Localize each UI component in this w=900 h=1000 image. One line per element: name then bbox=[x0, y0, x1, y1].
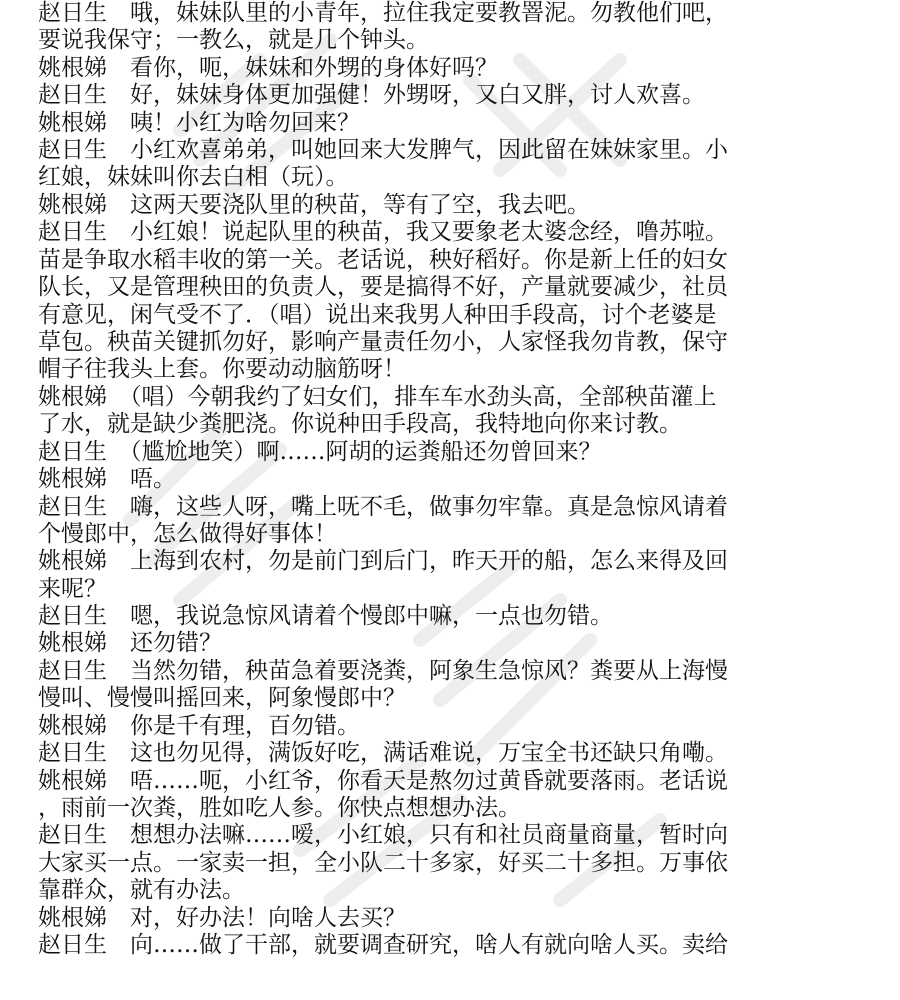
text-line: 来呢？ bbox=[38, 576, 107, 602]
text-line: 姚根娣 这两天要浇队里的秧苗，等有了空，我去吧。 bbox=[38, 192, 590, 218]
text-line: 赵日生 嗨，这些人呀，嘴上呒不毛，做事勿牢靠。真是急惊风请着 bbox=[38, 494, 728, 520]
text-line: 红娘，妹妹叫你去白相（玩）。 bbox=[38, 164, 349, 190]
text-line: 赵日生 向……做了干部，就要调查研究，啥人有就向啥人买。卖给 bbox=[38, 932, 728, 958]
text-line: 姚根娣 对，好办法！向啥人去买？ bbox=[38, 905, 406, 931]
text-line: 赵日生 小红欢喜弟弟，叫她回来大发脾气，因此留在妹妹家里。小 bbox=[38, 137, 728, 163]
text-line: 赵日生 好，妹妹身体更加强健！外甥呀，又白又胖，讨人欢喜。 bbox=[38, 82, 705, 108]
text-line: 要说我保守；一教么，就是几个钟头。 bbox=[38, 27, 429, 53]
text-line: 有意见，闲气受不了．（唱）说出来我男人种田手段高，讨个老婆是 bbox=[38, 302, 717, 328]
text-line: 慢叫、慢慢叫摇回来，阿象慢郎中？ bbox=[38, 685, 406, 711]
text-line: 赵日生 这也勿见得，满饭好吃，满话难说，万宝全书还缺只角嘞。 bbox=[38, 740, 728, 766]
text-line: 苗是争取水稻丰收的第一关。老话说，秧好稻好。你是新上任的妇女 bbox=[38, 247, 728, 273]
text-line: 姚根娣 咦！小红为啥勿回来？ bbox=[38, 110, 360, 136]
text-line: 大家买一点。一家卖一担，全小队二十多家，好买二十多担。万事依 bbox=[38, 850, 728, 876]
text-line: 草包。秧苗关键抓勿好，影响产量责任勿小，人家怪我勿肯教，保守 bbox=[38, 329, 728, 355]
text-line: 姚根娣 看你，呃，妹妹和外甥的身体好吗？ bbox=[38, 55, 498, 81]
text-line: 赵日生 想想办法嘛……嗳，小红娘，只有和社员商量商量，暂时向 bbox=[38, 822, 728, 848]
text-line: 队长，又是管理秧田的负责人，要是搞得不好，产量就要减少，社员 bbox=[38, 274, 728, 300]
text-line: 赵日生 哦，妹妹队里的小青年，拉住我定要教罯泥。勿教他们吧， bbox=[38, 0, 728, 26]
text-line: 姚根娣 还勿错？ bbox=[38, 630, 222, 656]
text-line: 个慢郎中，怎么做得好事体！ bbox=[38, 521, 337, 547]
text-line: 姚根娣 唔……呃，小红爷，你看天是熬勿过黄昏就要落雨。老话说 bbox=[38, 768, 728, 794]
text-line: 赵日生 小红娘！说起队里的秧苗，我又要象老太婆念经，噜苏啦。 bbox=[38, 219, 728, 245]
text-line: 姚根娣 上海到农村，勿是前门到后门，昨天开的船，怎么来得及回 bbox=[38, 548, 728, 574]
text-line: 姚根娣 唔。 bbox=[38, 466, 176, 492]
text-line: 姚根娣 你是千有理，百勿错。 bbox=[38, 713, 360, 739]
text-line: 赵日生 当然勿错，秧苗急着要浇粪，阿象生急惊风？粪要从上海慢 bbox=[38, 658, 728, 684]
text-line: 帽子往我头上套。你要动动脑筋呀！ bbox=[38, 356, 406, 382]
text-line: 靠群众，就有办法。 bbox=[38, 877, 245, 903]
text-line: 赵日生 （尴尬地笑）啊……阿胡的运粪船还勿曾回来？ bbox=[38, 439, 602, 465]
text-line: 了水，就是缺少粪肥浇。你说种田手段高，我特地向你来讨教。 bbox=[38, 411, 682, 437]
text-line: ，雨前一次粪，胜如吃人参。你快点想想办法。 bbox=[38, 795, 521, 821]
text-line: 姚根娣 （唱）今朝我约了妇女们，排车车水劲头高，全部秧苗灌上 bbox=[38, 384, 717, 410]
text-line: 赵日生 嗯，我说急惊风请着个慢郎中嘛，一点也勿错。 bbox=[38, 603, 613, 629]
